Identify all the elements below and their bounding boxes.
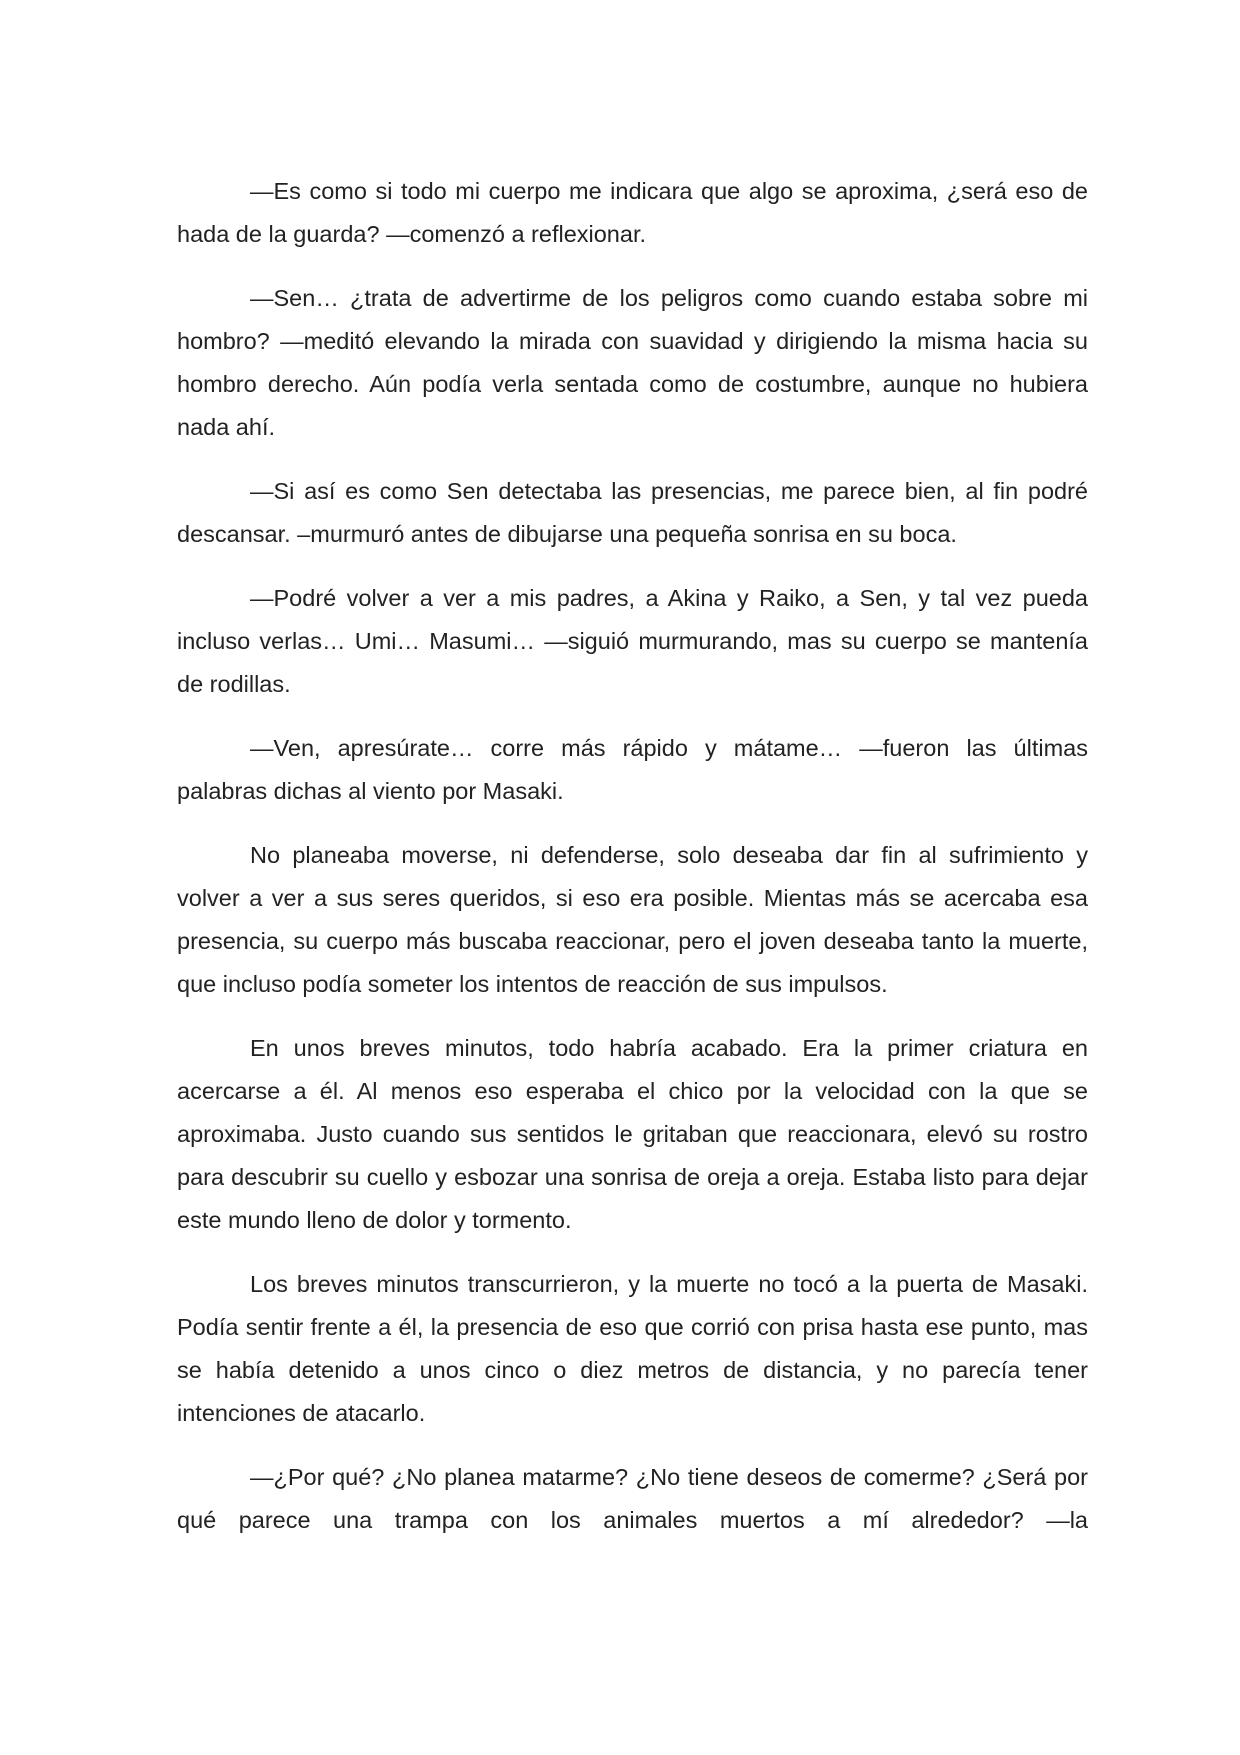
paragraph-5: —Ven, apresúrate… corre más rápido y mátame… —fueron las últimas palabras dichas al viento por Masaki. bbox=[177, 735, 1088, 804]
paragraph-7: En unos breves minutos, todo habría acabado. Era la primer criatura en acercarse a él. Al menos eso esperaba el chico por la velocidad con la que se aproximaba. Justo cuando sus sentidos le gritaban que reaccionara, elevó su rostro para descubrir su cuello y esbozar una sonrisa de oreja a oreja. Estaba listo para dejar este mundo lleno de dolor y tormento. bbox=[177, 1035, 1088, 1233]
paragraph-3: —Si así es como Sen detectaba las presencias, me parece bien, al fin podré descansar. –murmuró antes de dibujarse una pequeña sonrisa en su boca. bbox=[177, 478, 1088, 547]
body-text bbox=[177, 170, 1088, 1542]
paragraph-1: —Es como si todo mi cuerpo me indicara que algo se aproxima, ¿será eso de hada de la guarda? —comenzó a reflexionar. bbox=[177, 178, 1088, 247]
paragraph-2: —Sen… ¿trata de advertirme de los peligros como cuando estaba sobre mi hombro? —meditó elevando la mirada con suavidad y dirigiendo la misma hacia su hombro derecho. Aún podía verla sentada como de costumbre, aunque no hubiera nada ahí. bbox=[177, 285, 1088, 440]
paragraph-9: —¿Por qué? ¿No planea matarme? ¿No tiene deseos de comerme? ¿Será por qué parece una trampa con los animales muertos a mí alrededor? —la bbox=[177, 1464, 1088, 1533]
paragraph-8: Los breves minutos transcurrieron, y la muerte no tocó a la puerta de Masaki. Podía sentir frente a él, la presencia de eso que corrió con prisa hasta ese punto, mas se había detenido a unos cinco o diez metros de distancia, y no parecía tener intenciones de atacarlo. bbox=[177, 1271, 1088, 1426]
paragraph-4: —Podré volver a ver a mis padres, a Akina y Raiko, a Sen, y tal vez pueda incluso verlas… Umi… Masumi… —siguió murmurando, mas su cuerpo se mantenía de rodillas. bbox=[177, 585, 1088, 697]
paragraph-6: No planeaba moverse, ni defenderse, solo deseaba dar fin al sufrimiento y volver a ver a sus seres queridos, si eso era posible. Mientas más se acercaba esa presencia, su cuerpo más buscaba reaccionar, pero el joven deseaba tanto la muerte, que incluso podía someter los intentos de reacción de sus impulsos. bbox=[177, 842, 1088, 997]
